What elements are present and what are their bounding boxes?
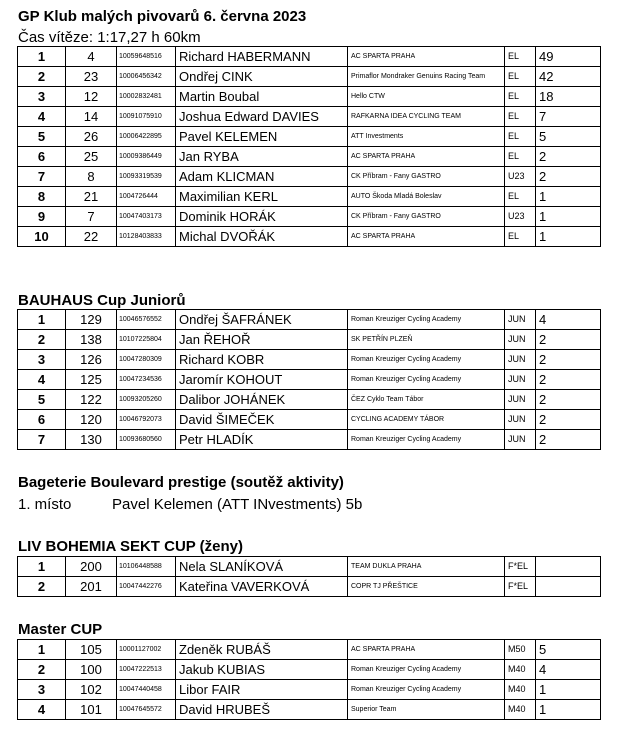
table-row <box>18 207 601 227</box>
cell-cat: EL <box>505 227 536 247</box>
table-row <box>18 147 601 167</box>
prestige-place: 1. místo <box>18 496 72 513</box>
cell-uci: 10128403833 <box>117 227 176 247</box>
cell-cat: F*EL <box>505 557 536 577</box>
table-row <box>18 577 601 597</box>
table-row <box>18 640 601 660</box>
cell-pts: 1 <box>536 227 601 247</box>
cell-pts: 2 <box>536 370 601 390</box>
cell-bib: 25 <box>66 147 117 167</box>
cell-team: Hello CTW <box>348 87 505 107</box>
cell-cat: EL <box>505 127 536 147</box>
cell-pos: 4 <box>18 107 66 127</box>
cell-team: AC SPARTA PRAHA <box>348 147 505 167</box>
cell-pos: 5 <box>18 390 66 410</box>
cell-bib: 129 <box>66 310 117 330</box>
cell-pos: 3 <box>18 350 66 370</box>
cell-cat: M50 <box>505 640 536 660</box>
cell-name: Adam KLICMAN <box>176 167 348 187</box>
cell-bib: 12 <box>66 87 117 107</box>
cell-bib: 22 <box>66 227 117 247</box>
cell-pos: 1 <box>18 47 66 67</box>
women-title: LIV BOHEMIA SEKT CUP (ženy) <box>18 538 244 555</box>
cell-uci: 10047440458 <box>117 680 176 700</box>
cell-bib: 125 <box>66 370 117 390</box>
cell-pos: 7 <box>18 167 66 187</box>
table-row <box>18 67 601 87</box>
cell-pos: 5 <box>18 127 66 147</box>
cell-name: Petr HLADÍK <box>176 430 348 450</box>
cell-pts: 5 <box>536 640 601 660</box>
cell-pts: 5 <box>536 127 601 147</box>
cell-pts: 2 <box>536 330 601 350</box>
prestige-title: Bageterie Boulevard prestige (soutěž aktivity) <box>18 474 344 491</box>
table-row <box>18 187 601 207</box>
cell-uci: 10006456342 <box>117 67 176 87</box>
juniors-title: BAUHAUS Cup Juniorů <box>18 292 186 309</box>
cell-cat: EL <box>505 107 536 127</box>
cell-name: Ondřej ŠAFRÁNEK <box>176 310 348 330</box>
cell-team: Roman Kreuziger Cycling Academy <box>348 370 505 390</box>
cell-pts: 4 <box>536 660 601 680</box>
cell-team: CYCLING ACADEMY TÁBOR <box>348 410 505 430</box>
cell-pts: 2 <box>536 430 601 450</box>
cell-pos: 3 <box>18 680 66 700</box>
table-row <box>18 680 601 700</box>
table-row <box>18 167 601 187</box>
table-row <box>18 107 601 127</box>
cell-name: Martin Boubal <box>176 87 348 107</box>
cell-bib: 200 <box>66 557 117 577</box>
cell-name: Maximilian KERL <box>176 187 348 207</box>
cell-team: RAFKARNA IDEA CYCLING TEAM <box>348 107 505 127</box>
cell-uci: 10093319539 <box>117 167 176 187</box>
cell-pts: 42 <box>536 67 601 87</box>
cell-cat: JUN <box>505 370 536 390</box>
cell-team: Roman Kreuziger Cycling Academy <box>348 660 505 680</box>
results-table-women <box>17 556 601 597</box>
cell-uci: 10047234536 <box>117 370 176 390</box>
cell-name: Richard KOBR <box>176 350 348 370</box>
cell-uci: 10046576552 <box>117 310 176 330</box>
cell-cat: U23 <box>505 167 536 187</box>
cell-cat: JUN <box>505 410 536 430</box>
table-row <box>18 390 601 410</box>
cell-cat: EL <box>505 87 536 107</box>
cell-uci: 10091075910 <box>117 107 176 127</box>
cell-pts <box>536 577 601 597</box>
cell-bib: 21 <box>66 187 117 207</box>
results-table-race <box>17 46 601 247</box>
table-row <box>18 310 601 330</box>
cell-pts: 2 <box>536 410 601 430</box>
cell-uci: 10001127002 <box>117 640 176 660</box>
cell-cat: EL <box>505 187 536 207</box>
cell-cat: EL <box>505 147 536 167</box>
cell-bib: 23 <box>66 67 117 87</box>
winner-time: Čas vítěze: 1:17,27 h 60km <box>18 29 201 46</box>
cell-team: COPR TJ PŘEŠTICE <box>348 577 505 597</box>
cell-team: Roman Kreuziger Cycling Academy <box>348 430 505 450</box>
cell-pos: 2 <box>18 577 66 597</box>
cell-cat: M40 <box>505 680 536 700</box>
cell-name: Jaromír KOHOUT <box>176 370 348 390</box>
cell-cat: JUN <box>505 430 536 450</box>
cell-uci: 10106448588 <box>117 557 176 577</box>
cell-team: Roman Kreuziger Cycling Academy <box>348 680 505 700</box>
table-row <box>18 430 601 450</box>
cell-cat: JUN <box>505 310 536 330</box>
cell-bib: 4 <box>66 47 117 67</box>
cell-bib: 7 <box>66 207 117 227</box>
cell-bib: 26 <box>66 127 117 147</box>
cell-name: Jan RYBA <box>176 147 348 167</box>
race-title: GP Klub malých pivovarů 6. června 2023 <box>18 8 307 25</box>
cell-uci: 10006422895 <box>117 127 176 147</box>
cell-team: AC SPARTA PRAHA <box>348 47 505 67</box>
cell-cat: JUN <box>505 330 536 350</box>
cell-name: David HRUBEŠ <box>176 700 348 720</box>
cell-pos: 2 <box>18 660 66 680</box>
table-row <box>18 47 601 67</box>
cell-pts: 4 <box>536 310 601 330</box>
table-row <box>18 350 601 370</box>
cell-bib: 101 <box>66 700 117 720</box>
cell-team: Roman Kreuziger Cycling Academy <box>348 310 505 330</box>
cell-pos: 1 <box>18 640 66 660</box>
cell-name: Jakub KUBIAS <box>176 660 348 680</box>
table-row <box>18 87 601 107</box>
cell-uci: 10093205260 <box>117 390 176 410</box>
cell-bib: 130 <box>66 430 117 450</box>
results-table-master <box>17 639 601 720</box>
results-table-juniors <box>17 309 601 450</box>
cell-pts: 7 <box>536 107 601 127</box>
cell-team: Roman Kreuziger Cycling Academy <box>348 350 505 370</box>
cell-uci: 10009386449 <box>117 147 176 167</box>
cell-name: Jan ŘEHOŘ <box>176 330 348 350</box>
cell-uci: 10046792073 <box>117 410 176 430</box>
cell-team: AC SPARTA PRAHA <box>348 640 505 660</box>
cell-pos: 2 <box>18 330 66 350</box>
cell-team: ATT Investments <box>348 127 505 147</box>
cell-pos: 6 <box>18 410 66 430</box>
cell-pos: 8 <box>18 187 66 207</box>
cell-pos: 6 <box>18 147 66 167</box>
cell-pos: 4 <box>18 700 66 720</box>
master-title: Master CUP <box>18 621 103 638</box>
cell-bib: 102 <box>66 680 117 700</box>
cell-uci: 10047403173 <box>117 207 176 227</box>
cell-team: ČEZ Cyklo Team Tábor <box>348 390 505 410</box>
cell-pts <box>536 557 601 577</box>
cell-cat: EL <box>505 47 536 67</box>
cell-pos: 1 <box>18 310 66 330</box>
cell-pos: 4 <box>18 370 66 390</box>
prestige-line <box>18 496 362 513</box>
cell-bib: 14 <box>66 107 117 127</box>
cell-uci: 10093680560 <box>117 430 176 450</box>
cell-team: TEAM DUKLA PRAHA <box>348 557 505 577</box>
cell-bib: 138 <box>66 330 117 350</box>
cell-team: CK Příbram - Fany GASTRO <box>348 207 505 227</box>
cell-uci: 10047280309 <box>117 350 176 370</box>
cell-cat: JUN <box>505 390 536 410</box>
cell-pts: 2 <box>536 167 601 187</box>
cell-cat: M40 <box>505 660 536 680</box>
cell-uci: 10047645572 <box>117 700 176 720</box>
cell-cat: F*EL <box>505 577 536 597</box>
cell-cat: U23 <box>505 207 536 227</box>
cell-bib: 8 <box>66 167 117 187</box>
cell-uci: 10002832481 <box>117 87 176 107</box>
cell-cat: EL <box>505 67 536 87</box>
cell-pos: 1 <box>18 557 66 577</box>
cell-team: Primaflor Mondraker Genuins Racing Team <box>348 67 505 87</box>
cell-name: Michal DVOŘÁK <box>176 227 348 247</box>
cell-bib: 126 <box>66 350 117 370</box>
table-row <box>18 410 601 430</box>
cell-name: Richard HABERMANN <box>176 47 348 67</box>
cell-pts: 1 <box>536 187 601 207</box>
cell-cat: JUN <box>505 350 536 370</box>
table-row <box>18 370 601 390</box>
cell-team: AUTO Škoda Mladá Boleslav <box>348 187 505 207</box>
cell-cat: M40 <box>505 700 536 720</box>
cell-uci: 10107225804 <box>117 330 176 350</box>
cell-pts: 18 <box>536 87 601 107</box>
cell-name: Libor FAIR <box>176 680 348 700</box>
prestige-winner: Pavel Kelemen (ATT INvestments) 5b <box>112 496 363 513</box>
cell-pts: 2 <box>536 390 601 410</box>
cell-team: CK Příbram - Fany GASTRO <box>348 167 505 187</box>
cell-pts: 1 <box>536 700 601 720</box>
cell-pts: 1 <box>536 207 601 227</box>
cell-bib: 120 <box>66 410 117 430</box>
cell-name: Zdeněk RUBÁŠ <box>176 640 348 660</box>
table-row <box>18 227 601 247</box>
cell-pts: 2 <box>536 147 601 167</box>
cell-name: Dominik HORÁK <box>176 207 348 227</box>
cell-pos: 9 <box>18 207 66 227</box>
cell-pts: 1 <box>536 680 601 700</box>
cell-pos: 3 <box>18 87 66 107</box>
cell-team: Superior Team <box>348 700 505 720</box>
cell-bib: 100 <box>66 660 117 680</box>
cell-pts: 2 <box>536 350 601 370</box>
cell-pos: 2 <box>18 67 66 87</box>
cell-team: AC SPARTA PRAHA <box>348 227 505 247</box>
cell-pos: 10 <box>18 227 66 247</box>
cell-uci: 1004726444 <box>117 187 176 207</box>
cell-bib: 201 <box>66 577 117 597</box>
table-row <box>18 660 601 680</box>
cell-name: Ondřej CINK <box>176 67 348 87</box>
cell-uci: 10047442276 <box>117 577 176 597</box>
cell-pos: 7 <box>18 430 66 450</box>
cell-bib: 105 <box>66 640 117 660</box>
table-row <box>18 330 601 350</box>
cell-name: Joshua Edward DAVIES <box>176 107 348 127</box>
cell-name: Dalibor JOHÁNEK <box>176 390 348 410</box>
cell-name: Nela SLANÍKOVÁ <box>176 557 348 577</box>
cell-pts: 49 <box>536 47 601 67</box>
table-row <box>18 127 601 147</box>
cell-bib: 122 <box>66 390 117 410</box>
cell-uci: 10047222513 <box>117 660 176 680</box>
cell-uci: 10059648516 <box>117 47 176 67</box>
table-row <box>18 557 601 577</box>
table-row <box>18 700 601 720</box>
cell-team: SK PETŘÍN PLZEŇ <box>348 330 505 350</box>
cell-name: David ŠIMEČEK <box>176 410 348 430</box>
cell-name: Pavel KELEMEN <box>176 127 348 147</box>
cell-name: Kateřina VAVERKOVÁ <box>176 577 348 597</box>
